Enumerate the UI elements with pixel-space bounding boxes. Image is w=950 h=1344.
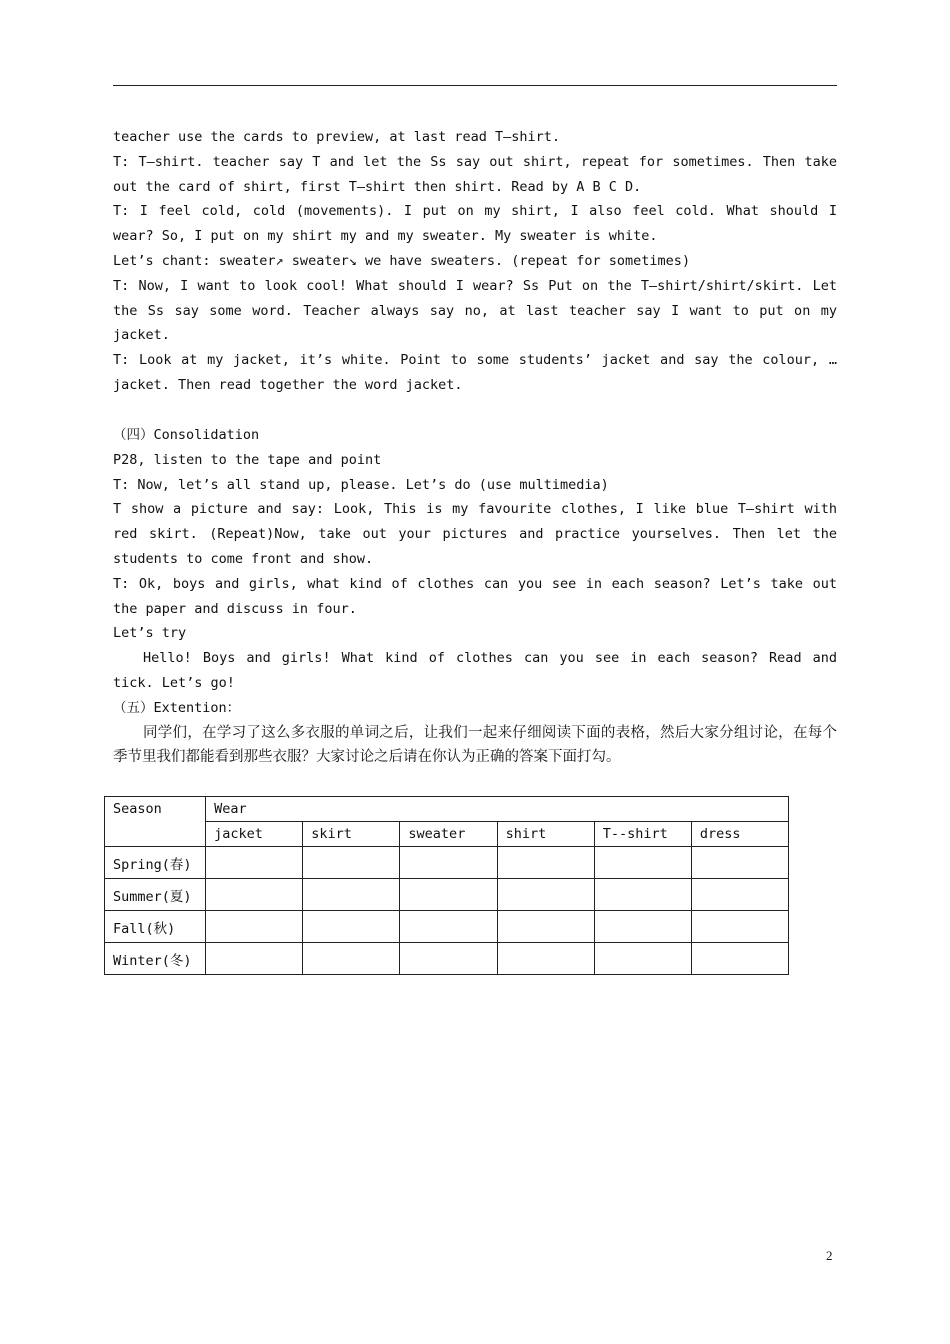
text-line: T: I feel cold, cold (movements). I put on my shirt, I also feel cold. What should I wear? So, I put on my shirt my and my sweater. My sweater is white.: [113, 203, 837, 245]
row-label-season: Summer(夏): [105, 879, 206, 911]
text-line: P28, listen to the tape and point: [113, 451, 382, 468]
text-line: T: Ok, boys and girls, what kind of clothes can you see in each season? Let’s take out the paper and discuss in four.: [113, 575, 837, 617]
tick-cell[interactable]: [400, 879, 497, 911]
tick-cell[interactable]: [206, 879, 303, 911]
table-row: [105, 943, 789, 975]
season-header: Season: [105, 797, 206, 847]
tick-cell[interactable]: [691, 847, 788, 879]
text-line: teacher use the cards to preview, at last read T—shirt.: [113, 129, 561, 145]
tick-cell[interactable]: [691, 943, 788, 975]
text-line: Let’s try: [113, 625, 187, 642]
tick-cell[interactable]: [303, 911, 400, 943]
row-label-season: Fall(秋): [105, 911, 206, 943]
lesson-text-block-2: [113, 423, 837, 770]
lets-try-text: Hello! Boys and girls! What kind of clothes can you see in each season? Read and tick. Let’s go!: [113, 650, 837, 691]
season-clothes-table: [104, 796, 789, 975]
table-row: [105, 879, 789, 911]
table-row: [105, 847, 789, 879]
tick-cell[interactable]: [594, 911, 691, 943]
column-header: jacket: [206, 822, 303, 847]
tick-cell[interactable]: [303, 879, 400, 911]
tick-cell[interactable]: [594, 943, 691, 975]
tick-cell[interactable]: [497, 879, 594, 911]
wear-header: Wear: [206, 797, 789, 822]
text-line: T: Now, let’s all stand up, please. Let’s do (use multimedia): [113, 476, 609, 493]
tick-cell[interactable]: [497, 911, 594, 943]
tick-cell[interactable]: [206, 847, 303, 879]
table-row: [105, 911, 789, 943]
tick-cell[interactable]: [691, 911, 788, 943]
column-header: T--shirt: [594, 822, 691, 847]
tick-cell[interactable]: [691, 879, 788, 911]
tick-cell[interactable]: [594, 847, 691, 879]
section-heading-consolidation: （四）Consolidation: [113, 427, 260, 443]
tick-cell[interactable]: [400, 847, 497, 879]
text-line: T: T—shirt. teacher say T and let the Ss say out shirt, repeat for sometimes. Then take out the card of shirt, first T—shirt then shirt. Read by A B C D.: [113, 153, 837, 195]
text-line: Let’s chant: sweater↗ sweater↘ we have sweaters. (repeat for sometimes): [113, 252, 691, 269]
tick-cell[interactable]: [303, 943, 400, 975]
tick-cell[interactable]: [497, 847, 594, 879]
row-label-season: Winter(冬): [105, 943, 206, 975]
section-heading-extention: （五）Extention：: [113, 699, 241, 716]
tick-cell[interactable]: [497, 943, 594, 975]
tick-cell[interactable]: [206, 943, 303, 975]
tick-cell[interactable]: [594, 879, 691, 911]
chinese-instruction: 同学们，在学习了这么多衣服的单词之后，让我们一起来仔细阅读下面的表格，然后大家分组讨论，在每个季节里我们都能看到那些衣服？大家讨论之后请在你认为正确的答案下面打勾。: [113, 724, 837, 766]
tick-cell[interactable]: [303, 847, 400, 879]
column-header: skirt: [303, 822, 400, 847]
tick-cell[interactable]: [206, 911, 303, 943]
row-label-season: Spring(春): [105, 847, 206, 879]
column-header: dress: [691, 822, 788, 847]
column-header: sweater: [400, 822, 497, 847]
text-line: T: Look at my jacket, it’s white. Point to some students’ jacket and say the colour, …jacket. Then read together the word jacket.: [113, 352, 837, 393]
tick-cell[interactable]: [400, 943, 497, 975]
text-line: T show a picture and say: Look, This is my favourite clothes, I like blue T—shirt with red skirt. (Repeat)Now, take out your pictures and practice yourselves. Then let the students to come front and show.: [113, 501, 837, 567]
tick-cell[interactable]: [400, 911, 497, 943]
column-header: shirt: [497, 822, 594, 847]
page-number: 2: [826, 1248, 833, 1263]
lesson-text-block-1: [113, 125, 837, 398]
text-line: T: Now, I want to look cool! What should I wear? Ss Put on the T—shirt/shirt/skirt. Let the Ss say some word. Teacher always say no, at last teacher say I want to put on my jacket.: [113, 277, 837, 344]
header-rule: [113, 85, 837, 86]
